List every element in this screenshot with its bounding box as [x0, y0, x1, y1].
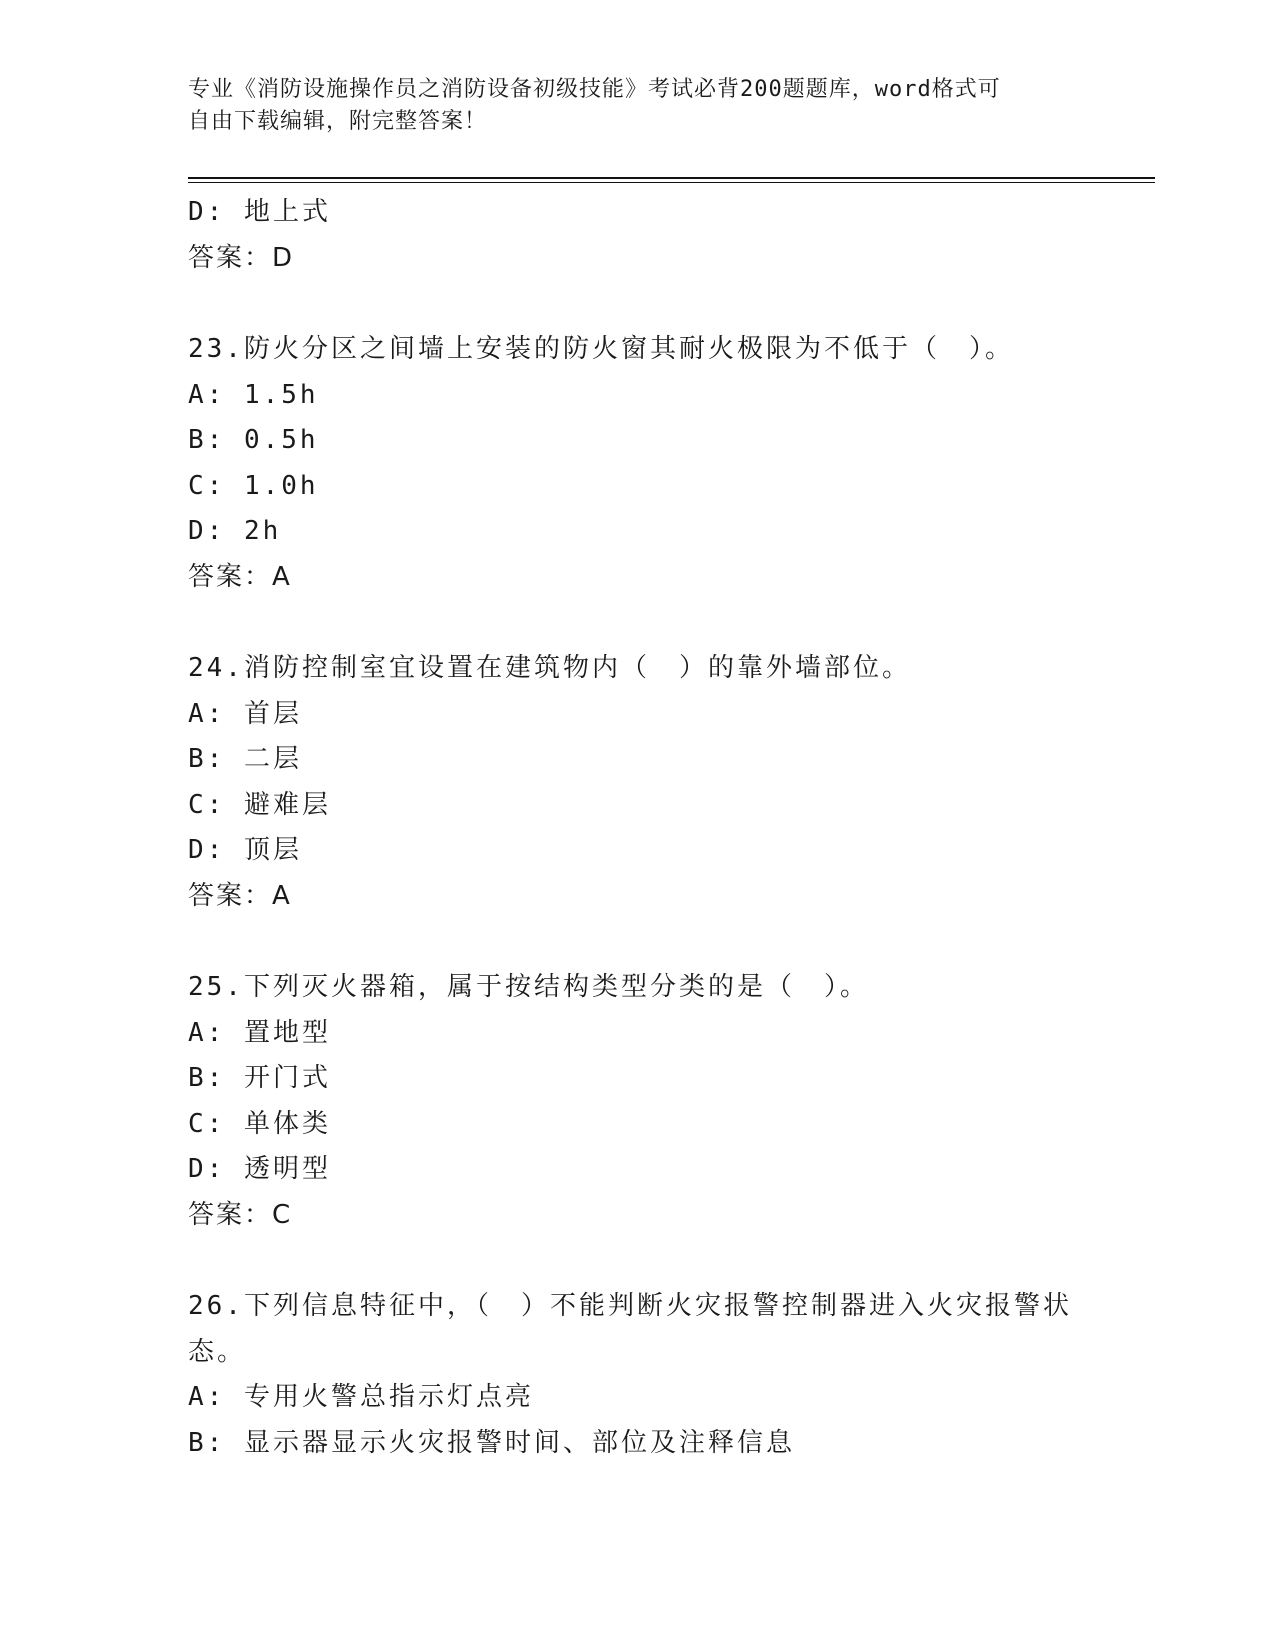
- answer-line: 答案：A: [188, 561, 292, 592]
- spacer: [188, 919, 1088, 965]
- option-d: D: 地上式: [188, 197, 331, 227]
- option-b: B: 显示器显示火灾报警时间、部位及注释信息: [188, 1427, 795, 1458]
- option-b: B: 二层: [188, 744, 302, 774]
- option-a: A: 专用火警总指示灯点亮: [188, 1382, 534, 1412]
- question-stem: 23.防火分区之间墙上安装的防火窗其耐火极限为不低于（ ）。: [188, 334, 1014, 364]
- option-a: A: 置地型: [188, 1017, 331, 1048]
- answer-line: 答案：D: [188, 242, 295, 273]
- option-d: D: 透明型: [188, 1154, 331, 1184]
- page-header: [188, 74, 1088, 138]
- question-26: [188, 1284, 1088, 1466]
- option-c: C: 单体类: [188, 1108, 331, 1139]
- option-d: D: 2h: [188, 516, 282, 546]
- option-b: B: 开门式: [188, 1063, 331, 1093]
- question-25: [188, 965, 1088, 1238]
- option-d: D: 顶层: [188, 835, 302, 865]
- spacer: [188, 1238, 1088, 1284]
- option-c: C: 避难层: [188, 789, 331, 820]
- option-c: C: 1.0h: [188, 470, 319, 501]
- question-stem-line-1: 26.下列信息特征中，（ ）不能判断火灾报警控制器进入火灾报警状: [188, 1291, 1072, 1321]
- option-a: A: 首层: [188, 698, 302, 729]
- answer-line: 答案：C: [188, 1199, 293, 1230]
- answer-line: 答案：A: [188, 880, 292, 911]
- question-24: [188, 646, 1088, 919]
- header-title-line-2: 自由下载编辑，附完整答案！: [188, 109, 488, 134]
- spacer: [188, 281, 1088, 327]
- question-stem: 25.下列灭火器箱，属于按结构类型分类的是（ ）。: [188, 972, 869, 1002]
- question-22-tail: [188, 190, 1088, 281]
- header-title-line-1: 专业《消防设施操作员之消防设备初级技能》考试必背200题题库，word格式可: [188, 77, 1001, 102]
- question-content: [188, 190, 1088, 1466]
- option-a: A: 1.5h: [188, 379, 319, 410]
- spacer: [188, 600, 1088, 646]
- header-rule-thick: [188, 177, 1155, 179]
- question-stem: 24.消防控制室宜设置在建筑物内（ ）的靠外墙部位。: [188, 653, 911, 683]
- option-b: B: 0.5h: [188, 425, 319, 455]
- question-stem-line-2: 态。: [188, 1336, 247, 1367]
- question-23: [188, 327, 1088, 600]
- header-rule-thin: [188, 182, 1155, 183]
